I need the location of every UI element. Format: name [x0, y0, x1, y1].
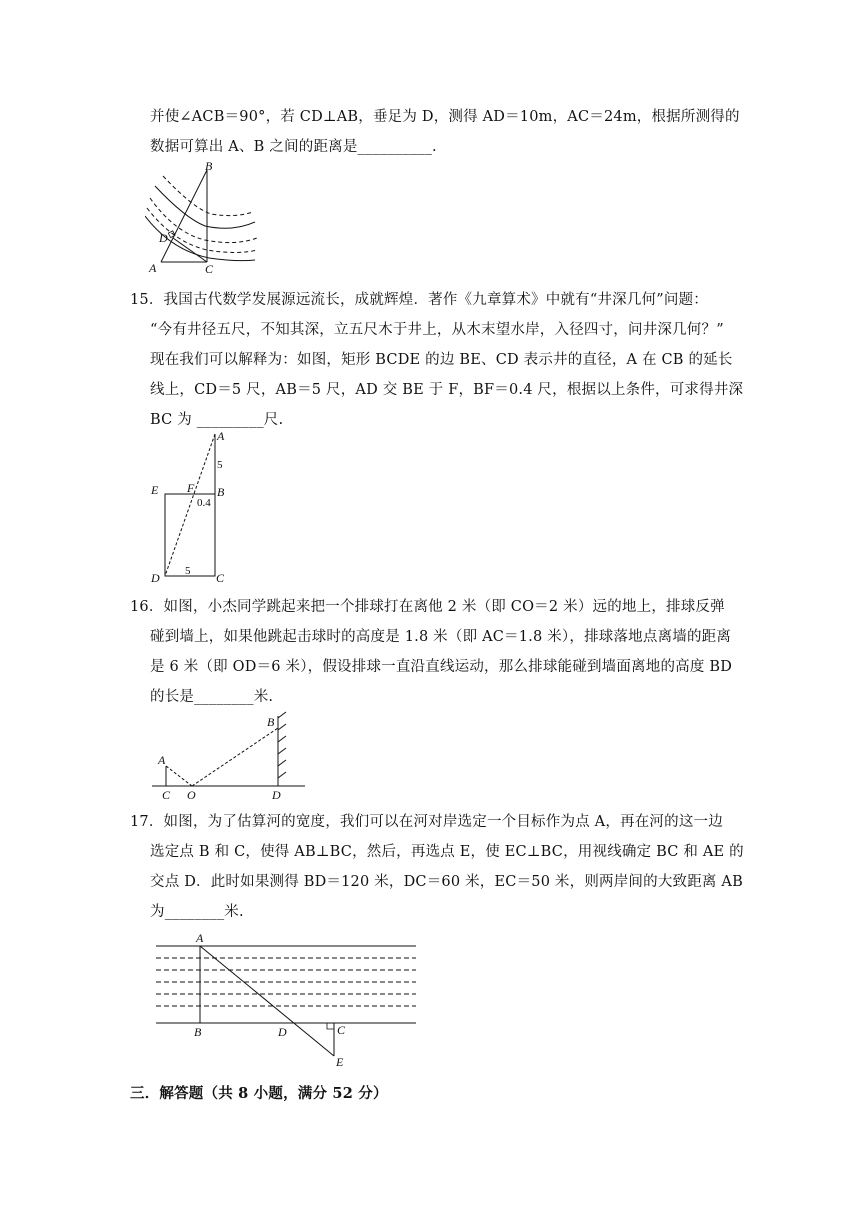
point-a-label: A [196, 931, 204, 945]
point-d-label: D [151, 571, 160, 585]
point-b-label: B [205, 159, 213, 173]
point-e-label: E [336, 1055, 344, 1069]
point-b-label: B [217, 485, 225, 499]
river-diagram [145, 158, 265, 278]
q14-line-1: 并使∠ACB＝90°，若 CD⊥AB，垂足为 D，测得 AD＝10m，AC＝24m，根据所测得的 [150, 109, 740, 125]
point-b-label: B [267, 715, 275, 729]
q17-figure [150, 928, 422, 1072]
length-bf-label: 0.4 [197, 497, 211, 509]
volleyball-diagram [150, 710, 310, 802]
q15-line-4: 线上，CD＝5 尺，AB＝5 尺，AD 交 BE 于 F，BF＝0.4 尺，根据以上条件，可求得井深 [150, 382, 744, 398]
point-a-label: A [217, 429, 225, 443]
river-width-diagram [150, 928, 422, 1072]
point-d-label: D [278, 1025, 287, 1039]
q15-figure [145, 428, 245, 588]
length-cd-label: 5 [185, 565, 191, 577]
q17-line-2: 选定点 B 和 C，使得 AB⊥BC，然后，再选点 E，使 EC⊥BC，用视线确定 BC 和 AE 的 [150, 844, 744, 860]
point-b-label: B [194, 1025, 202, 1039]
well-diagram [145, 428, 245, 588]
q16-line-4: 的长是________米. [150, 689, 274, 705]
point-d-label: D [159, 231, 168, 245]
point-e-label: E [151, 483, 159, 497]
q15-line-1: 15．我国古代数学发展源远流长，成就辉煌．著作《九章算术》中就有“井深几何”问题： [130, 292, 708, 308]
q14-figure [145, 158, 265, 278]
q15-line-3: 现在我们可以解释为：如图，矩形 BCDE 的边 BE、CD 表示井的直径，A 在 CB 的延长 [150, 352, 733, 368]
section-heading: 三．解答题（共 8 小题，满分 52 分） [130, 1085, 388, 1102]
q16-line-1: 16．如图，小杰同学跳起来把一个排球打在离他 2 米（即 CO＝2 米）远的地上，排球反弹 [130, 599, 725, 615]
point-a-label: A [149, 261, 157, 275]
point-c-label: C [162, 788, 171, 802]
point-d-label: D [272, 788, 281, 802]
point-c-label: C [205, 262, 214, 276]
q17-line-4: 为________米. [150, 904, 244, 920]
point-a-label: A [158, 753, 166, 767]
q16-figure [150, 710, 310, 802]
q16-line-3: 是 6 米（即 OD＝6 米），假设排球一直沿直线运动，那么排球能碰到墙面离地的高度 BD [150, 659, 733, 675]
q14-line-2: 数据可算出 A、B 之间的距离是__________. [150, 139, 437, 155]
q17-line-3: 交点 D．此时如果测得 BD＝120 米，DC＝60 米，EC＝50 米，则两岸间的大致距离 AB [150, 874, 743, 890]
q15-line-2: “今有井径五尺，不知其深，立五尺木于井上，从木末望水岸，入径四寸，问井深几何？” [150, 322, 724, 338]
length-ab-label: 5 [217, 459, 223, 471]
point-c-label: C [216, 571, 225, 585]
q17-line-1: 17．如图，为了估算河的宽度，我们可以在河对岸选定一个目标作为点 A，再在河的这一边 [130, 814, 723, 830]
q15-line-5: BC 为 _________尺. [150, 412, 284, 428]
q16-line-2: 碰到墙上，如果他跳起击球时的高度是 1.8 米（即 AC＝1.8 米），排球落地点离墙的距离 [150, 629, 732, 645]
point-f-label: F [187, 481, 195, 495]
point-o-label: O [187, 788, 196, 802]
point-c-label: C [337, 1023, 346, 1037]
